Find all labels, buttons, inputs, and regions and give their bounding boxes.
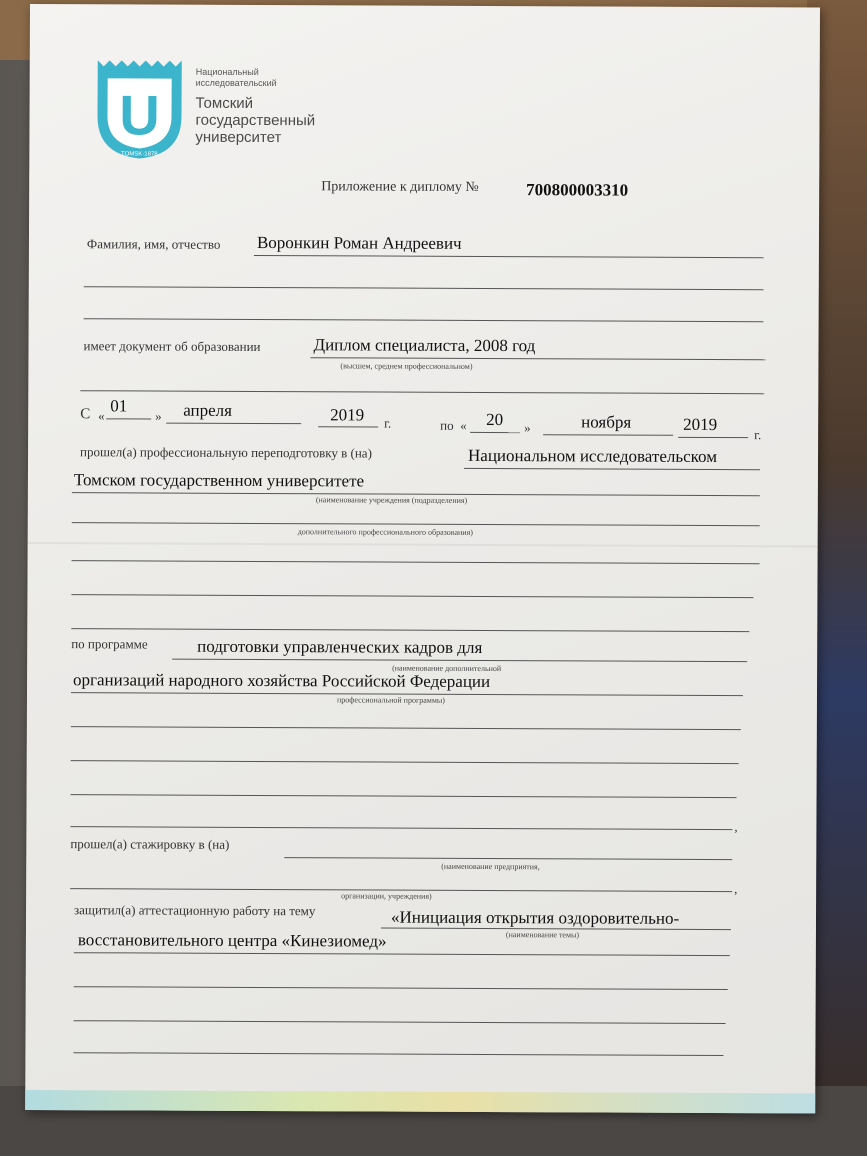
blank-line: [74, 1020, 726, 1024]
quote-close: »: [155, 408, 162, 424]
month-from-line: [166, 423, 301, 425]
thesis-value-2: восстановительного центра «Кинезиомед»: [77, 930, 387, 951]
paper-fold: [28, 542, 818, 547]
program-hint-1: (наименование дополнительной: [392, 663, 502, 674]
university-logo-icon: [93, 56, 185, 160]
blank-line: [70, 826, 732, 830]
appendix-label: Приложение к диплому №: [321, 179, 479, 195]
retrain-label: прошел(а) профессиональную переподготовку в (на): [80, 444, 372, 461]
intern-label: прошел(а) стажировку в (на): [70, 836, 230, 852]
year-to-line: [678, 437, 748, 438]
edu-line: [310, 357, 765, 360]
year-from: 2019: [330, 405, 365, 425]
period-from-label: С: [80, 406, 91, 423]
retrain-hint-1: (наименование учреждения (подразделения): [315, 495, 468, 505]
blank-line: [72, 522, 760, 526]
day-to: 20: [486, 409, 504, 430]
university-subtitle: Национальный исследовательский: [195, 66, 277, 89]
year-suffix: г.: [384, 415, 392, 431]
thesis-value-1: «Инициация открытия оздоровительно-: [390, 907, 680, 928]
fio-line: [254, 255, 764, 258]
month-from: апреля: [183, 400, 233, 420]
thesis-label: защитил(а) аттестационную работу на тему: [74, 902, 316, 919]
blank-line: [84, 286, 764, 290]
program-value-1: подготовки управленческих кадров для: [197, 636, 483, 657]
retrain-value-2: Томском государственном университете: [73, 470, 365, 491]
blank-line: [73, 1052, 723, 1056]
blank-line: [74, 986, 728, 990]
program-label: по программе: [71, 636, 148, 652]
thesis-hint: (наименование темы): [505, 930, 580, 940]
quote-open: «: [460, 417, 467, 433]
program-value-2: организаций народного хозяйства Российской Федерации: [73, 670, 491, 692]
diploma-number: 700800003310: [526, 180, 629, 200]
thesis-line-2: [74, 952, 730, 956]
security-stripe: [25, 1090, 815, 1113]
quote-close: »: [524, 420, 531, 436]
comma: ,: [734, 881, 738, 897]
blank-line: [71, 760, 739, 764]
retrain-value-1: Национальном исследовательском: [467, 445, 718, 467]
university-name: Томский государственный университет: [195, 94, 316, 147]
blank-line: [84, 318, 764, 322]
program-hint-2: профессиональной программы): [336, 695, 445, 705]
fio-label: Фамилия, имя, отчество: [86, 236, 221, 252]
intern-hint-2: организации, учреждения): [341, 891, 432, 901]
retrain-line-1: [464, 468, 760, 470]
quote-open: «: [98, 408, 105, 424]
period-to-label: по: [440, 417, 454, 433]
blank-line: [71, 594, 753, 598]
intern-hint-1: (наименование предприятия,: [441, 861, 540, 872]
program-line-1: [172, 659, 747, 663]
logo-ring-text: TOMSK·1878: [121, 151, 158, 158]
blank-line: [71, 726, 741, 730]
edu-hint: (высшем, среднем профессиональном): [340, 361, 473, 371]
intern-line-1: [284, 857, 732, 860]
day-from: 01: [110, 396, 128, 416]
comma: ,: [734, 819, 738, 835]
retrain-hint-2: дополнительного профессионального образования): [297, 527, 473, 537]
edu-value: Диплом специалиста, 2008 год: [313, 335, 536, 356]
blank-line: [71, 794, 737, 798]
fio-value: Воронкин Роман Андреевич: [256, 232, 462, 253]
year-suffix: г.: [754, 427, 762, 443]
logo-letter: U: [119, 83, 160, 147]
year-from-line: [318, 426, 378, 427]
blank-line: [72, 560, 760, 564]
day-from-line: [106, 418, 151, 419]
blank-line: [80, 390, 764, 394]
month-to: ноября: [581, 412, 632, 432]
edu-label: имеет документ об образовании: [83, 338, 261, 355]
blank-line: [71, 628, 749, 632]
month-to-line: [543, 434, 673, 436]
diploma-appendix-sheet: [25, 4, 820, 1113]
year-to: 2019: [683, 414, 718, 435]
day-to-line: [470, 432, 520, 433]
